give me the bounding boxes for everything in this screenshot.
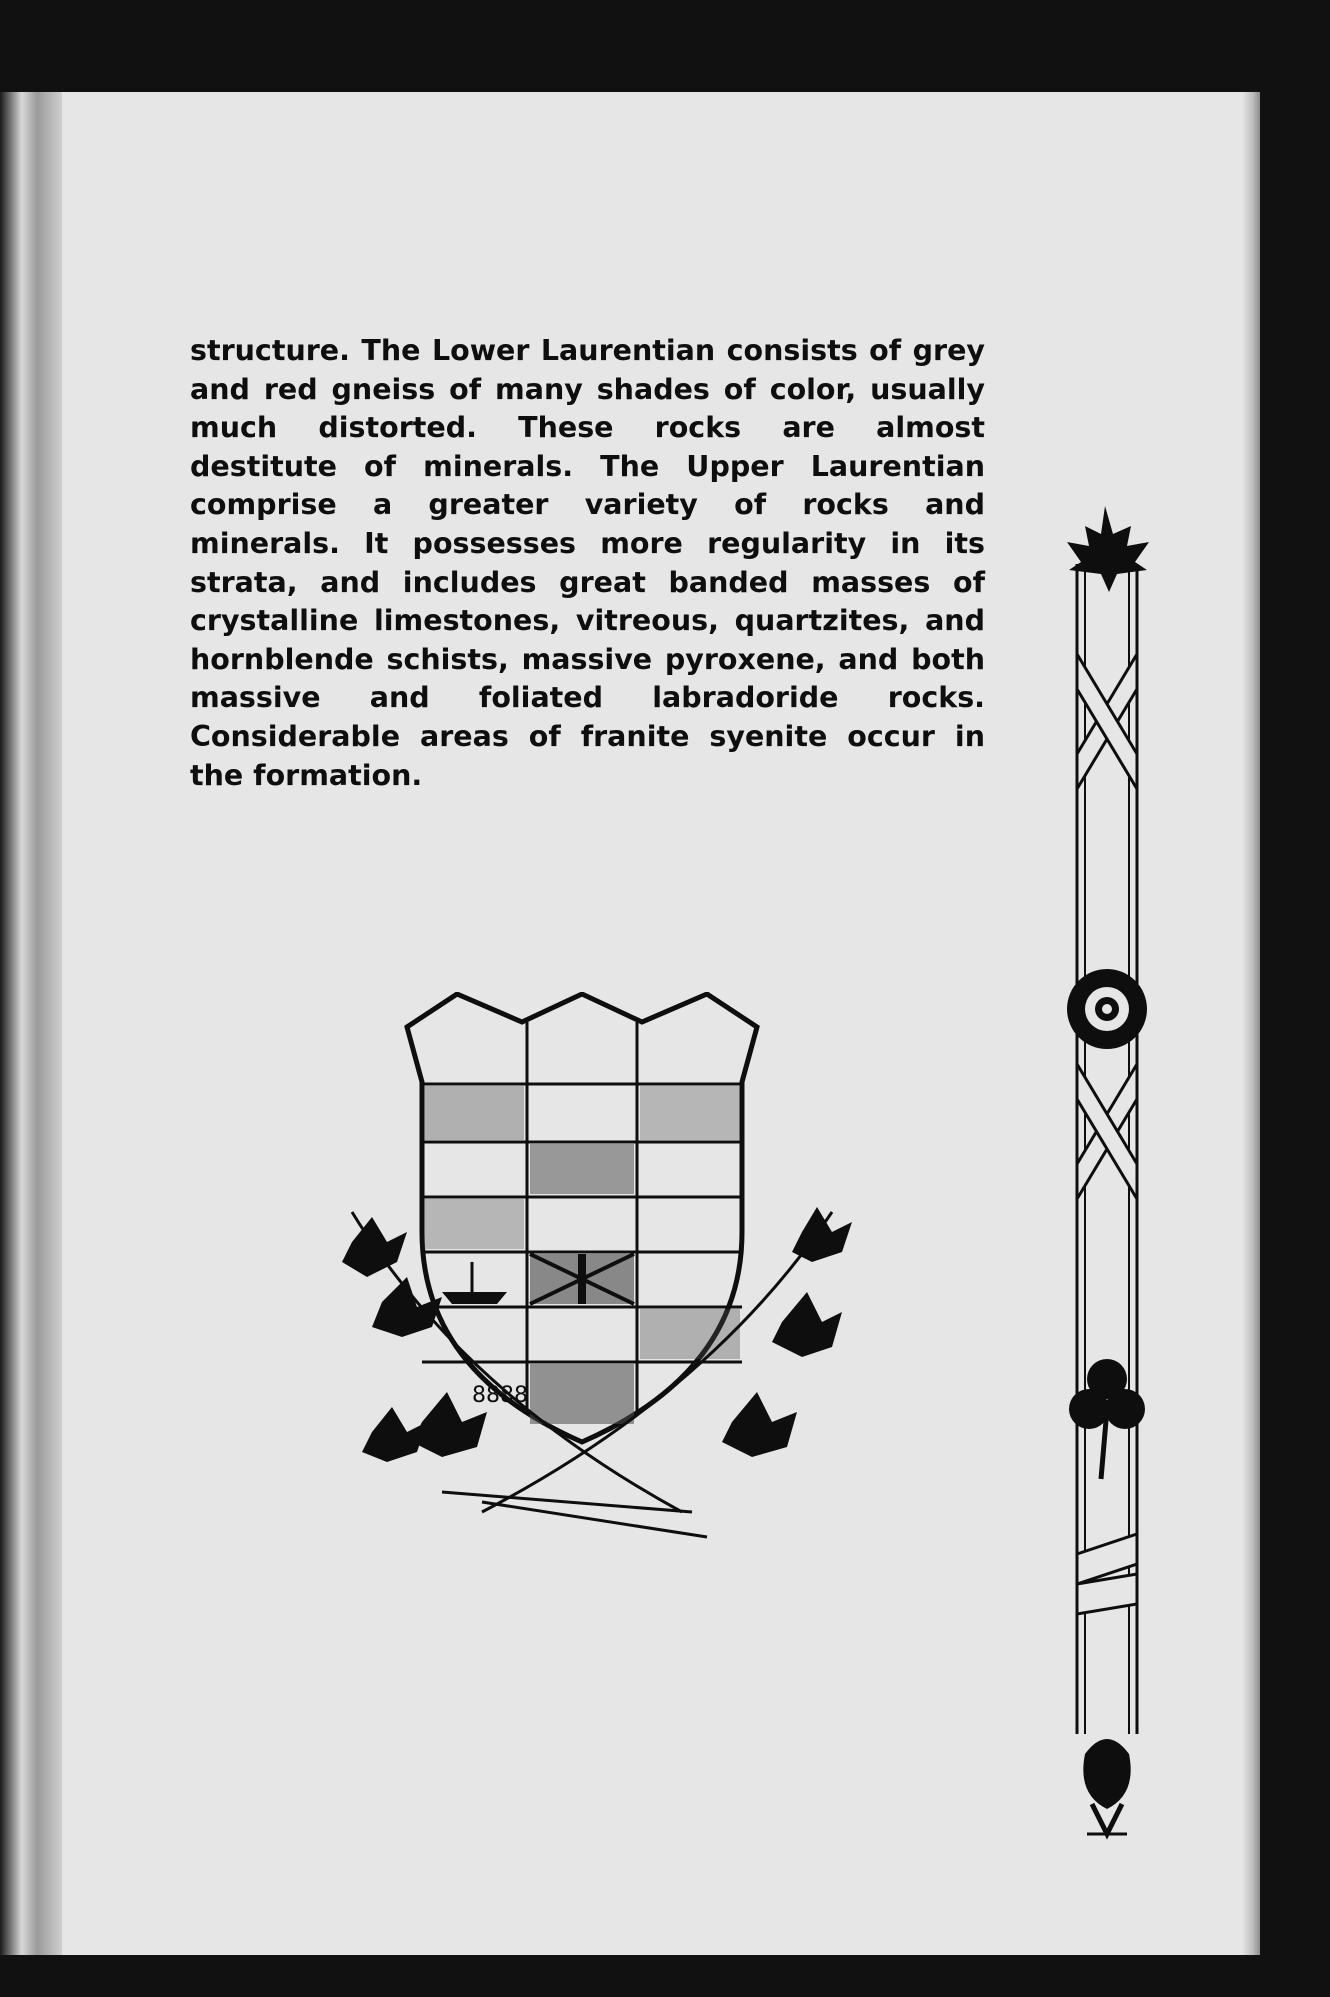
- page-edge-shadow: [1242, 92, 1260, 1955]
- crest-seal-text: 8888: [472, 1383, 528, 1408]
- body-paragraph: structure. The Lower Laurentian consists of grey and red gneiss of many shades of color, usually much distorted. These rocks are almost destitute of minerals. The Upper Laurentian comprise a greater variety of rocks and minerals. It possesses more regularity in its strata, and includes great banded masses of crystalline limestones, vitreous, quartzites, and hornblende schists, massive pyroxene, and both massive and foliated labradoride rocks. Considerable areas of franite syenite occur in the formation.: [190, 334, 985, 792]
- book-page: [62, 92, 1260, 1955]
- floral-emblem-border-icon: [997, 504, 1177, 1864]
- adjacent-page-edge: [0, 92, 62, 1955]
- coat-of-arms-icon: [312, 992, 862, 1592]
